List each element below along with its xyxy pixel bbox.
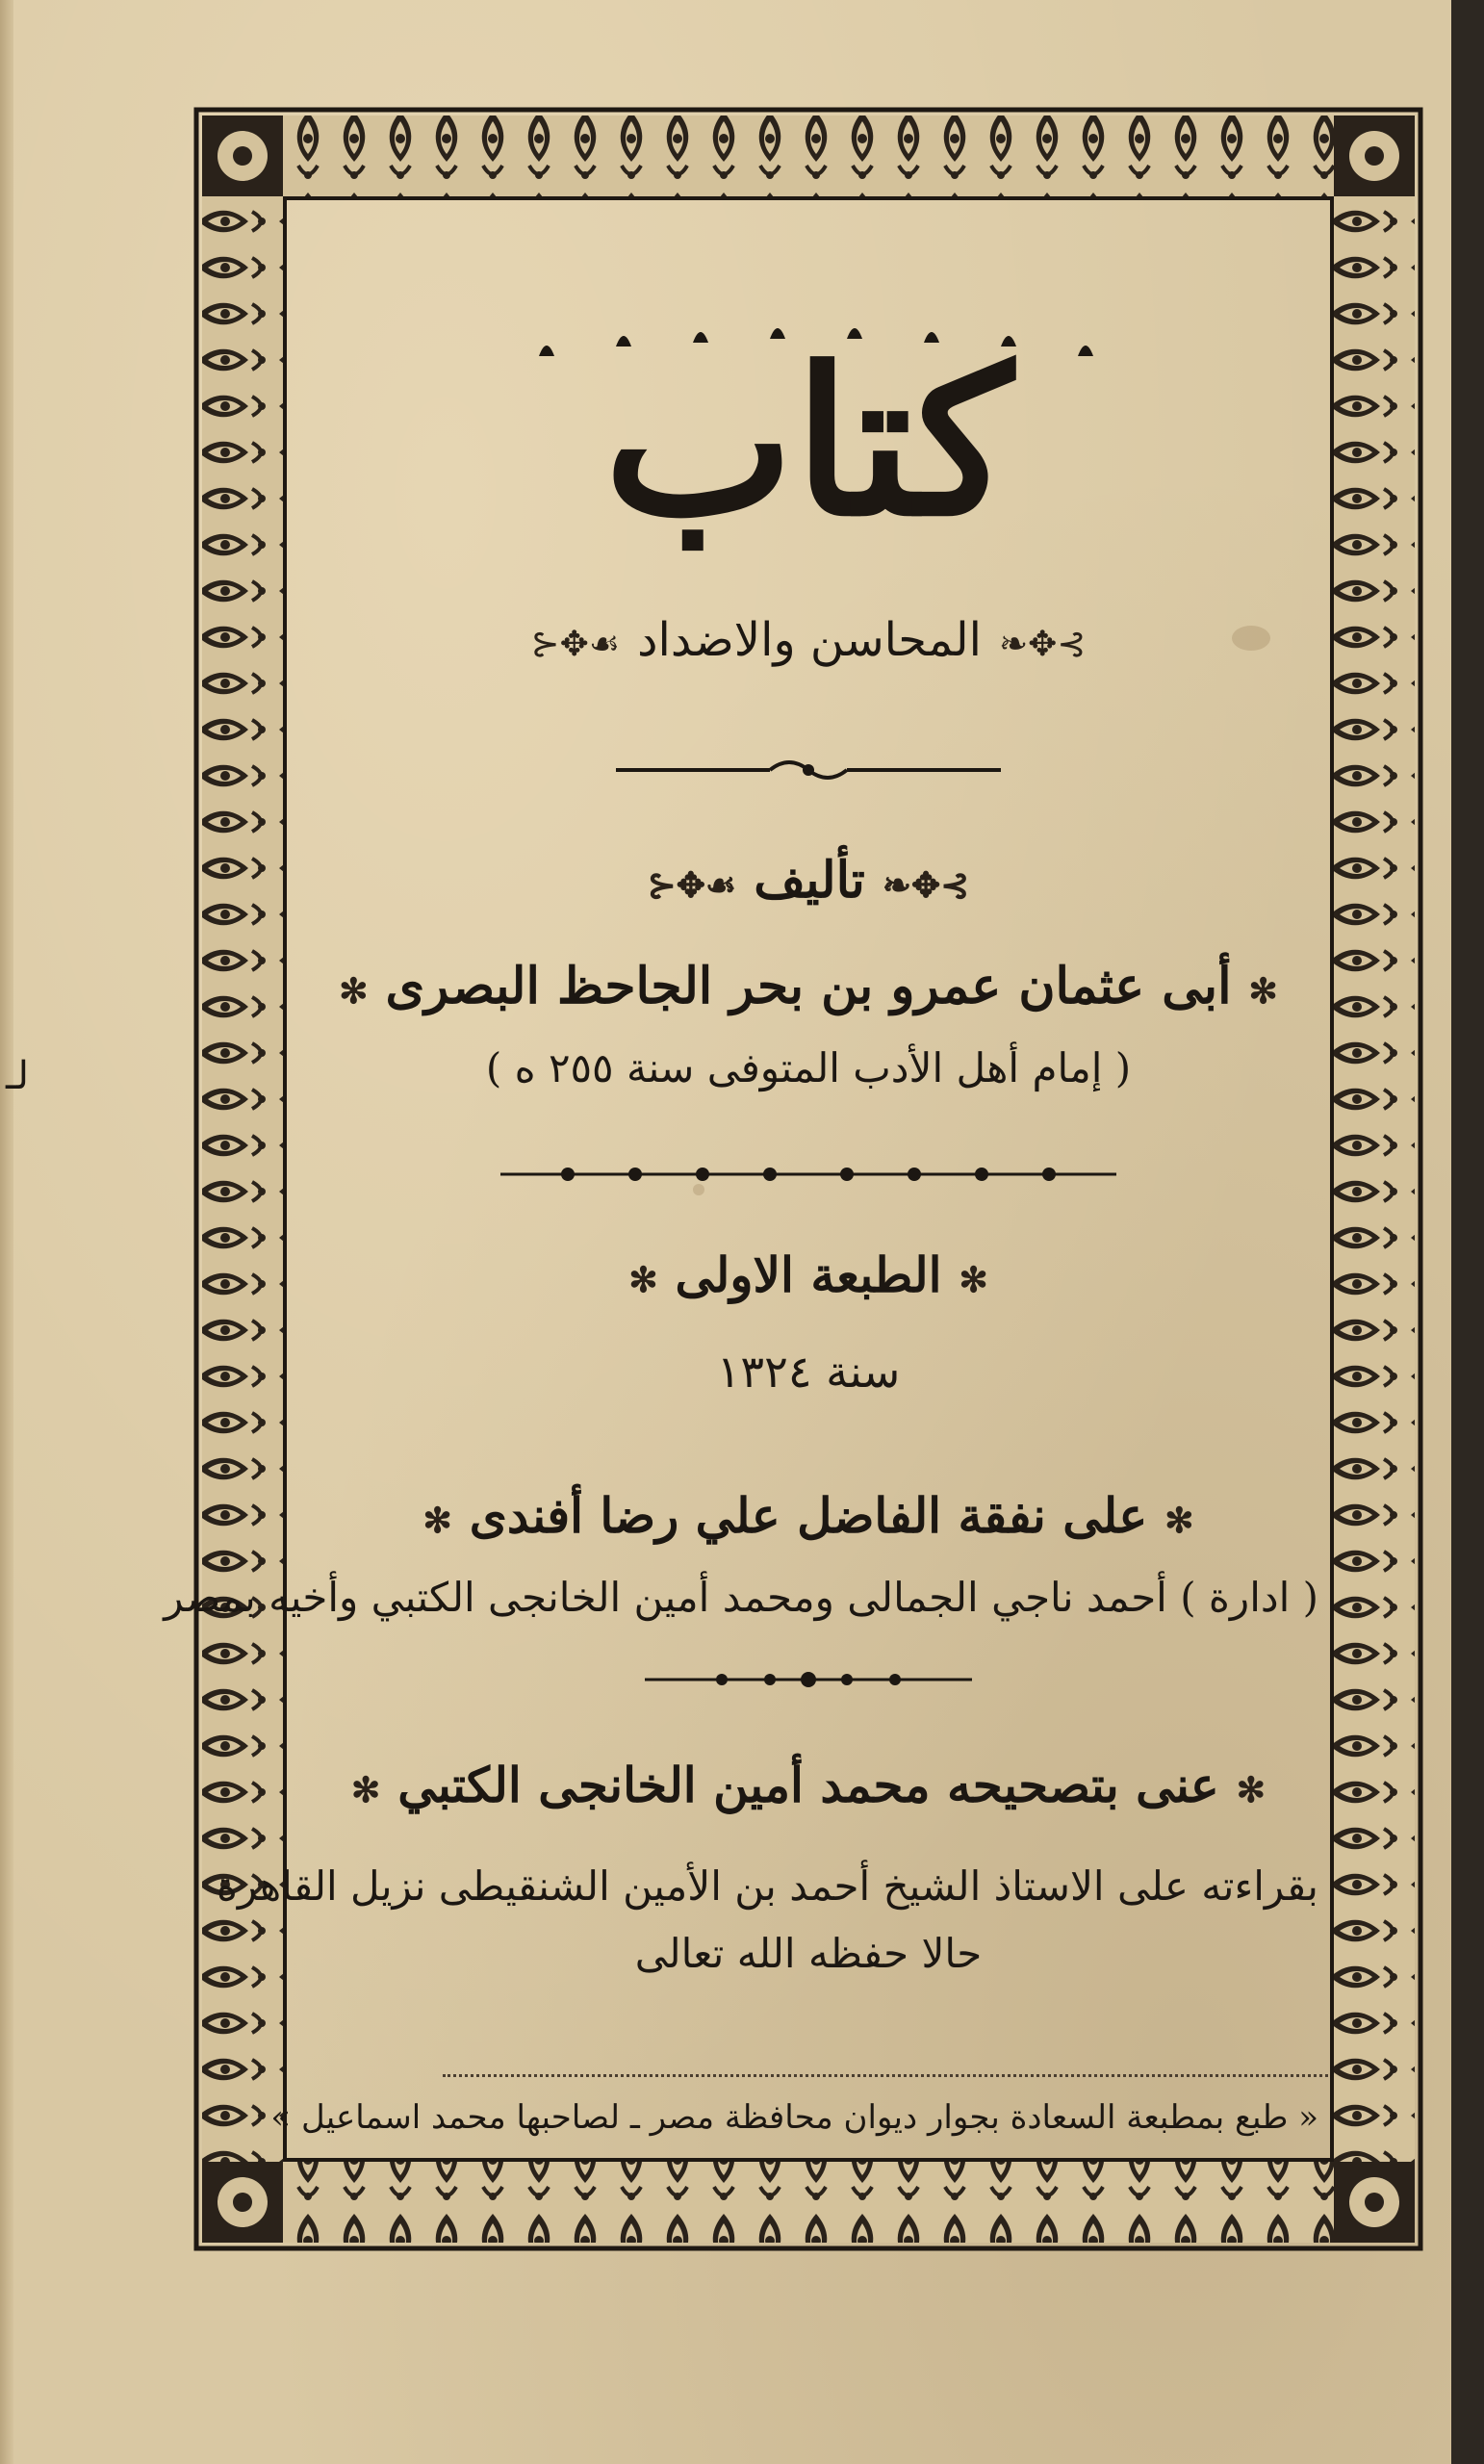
author-note: ( إمام أهل الأدب المتوفى سنة ٢٥٥ ه ) xyxy=(485,1044,1132,1091)
author-label-line xyxy=(298,847,1318,919)
book-spine-edge xyxy=(1451,0,1484,2464)
year: سنة ١٣٢٤ xyxy=(716,1346,901,1398)
main-title: كتاب xyxy=(603,323,1013,561)
star-ornament-icon: ✻ xyxy=(1236,1770,1266,1810)
flourish-left-icon: ☙✥⊰ xyxy=(530,625,621,664)
divider-rule-icon xyxy=(298,1155,1318,1194)
page-edge-left xyxy=(0,0,13,2464)
star-ornament-icon: ✻ xyxy=(1248,971,1278,1012)
author-label: تأليف xyxy=(754,851,865,910)
star-ornament-icon: ✻ xyxy=(351,1770,381,1810)
reading-line-2: حالا حفظه الله تعالى xyxy=(634,1930,983,1977)
dotted-divider xyxy=(443,2074,1328,2077)
editor: عنى بتصحيحه محمد أمين الخانجى الكتبي xyxy=(397,1757,1219,1813)
star-ornament-icon: ✻ xyxy=(959,1260,988,1300)
printer-imprint: « طبع بمطبعة السعادة بجوار ديوان محافظة مصر ـ لصاحبها محمد اسماعيل » xyxy=(270,2098,1318,2137)
author-line xyxy=(298,953,1318,1025)
star-ornament-icon: ✻ xyxy=(1164,1501,1194,1541)
star-ornament-icon: ✻ xyxy=(422,1501,452,1541)
edition-line xyxy=(298,1242,1318,1314)
divider-rule-icon xyxy=(298,751,1318,789)
flourish-left-icon: ☙✥⊰ xyxy=(647,865,737,906)
patron-line xyxy=(298,1482,1318,1554)
edition: الطبعة الاولى xyxy=(675,1246,942,1303)
author-name: أبى عثمان عمرو بن بحر الجاحظ البصرى xyxy=(385,957,1232,1015)
star-ornament-icon: ✻ xyxy=(628,1260,658,1300)
flourish-right-icon: ⊱✥❧ xyxy=(999,625,1087,664)
divider-rule-icon xyxy=(298,1660,1318,1699)
editor-line xyxy=(298,1752,1318,1824)
patron: على نفقة الفاضل علي رضا أفندى xyxy=(469,1487,1148,1544)
management: ( ادارة ) أحمد ناجي الجمالى ومحمد أمين الخانجى الكتبي وأخيه بمصر xyxy=(164,1574,1318,1621)
margin-fragment: لـ xyxy=(6,1054,29,1098)
subtitle: المحاسن والاضداد xyxy=(637,613,982,667)
title-page-content xyxy=(164,202,1318,2137)
flourish-right-icon: ⊱✥❧ xyxy=(882,865,970,906)
reading-line-1: بقراءته على الاستاذ الشيخ أحمد بن الأمين الشنقيطى نزيل القاهرة xyxy=(216,1862,1318,1910)
star-ornament-icon: ✻ xyxy=(339,971,369,1012)
subtitle-line xyxy=(298,606,1318,679)
